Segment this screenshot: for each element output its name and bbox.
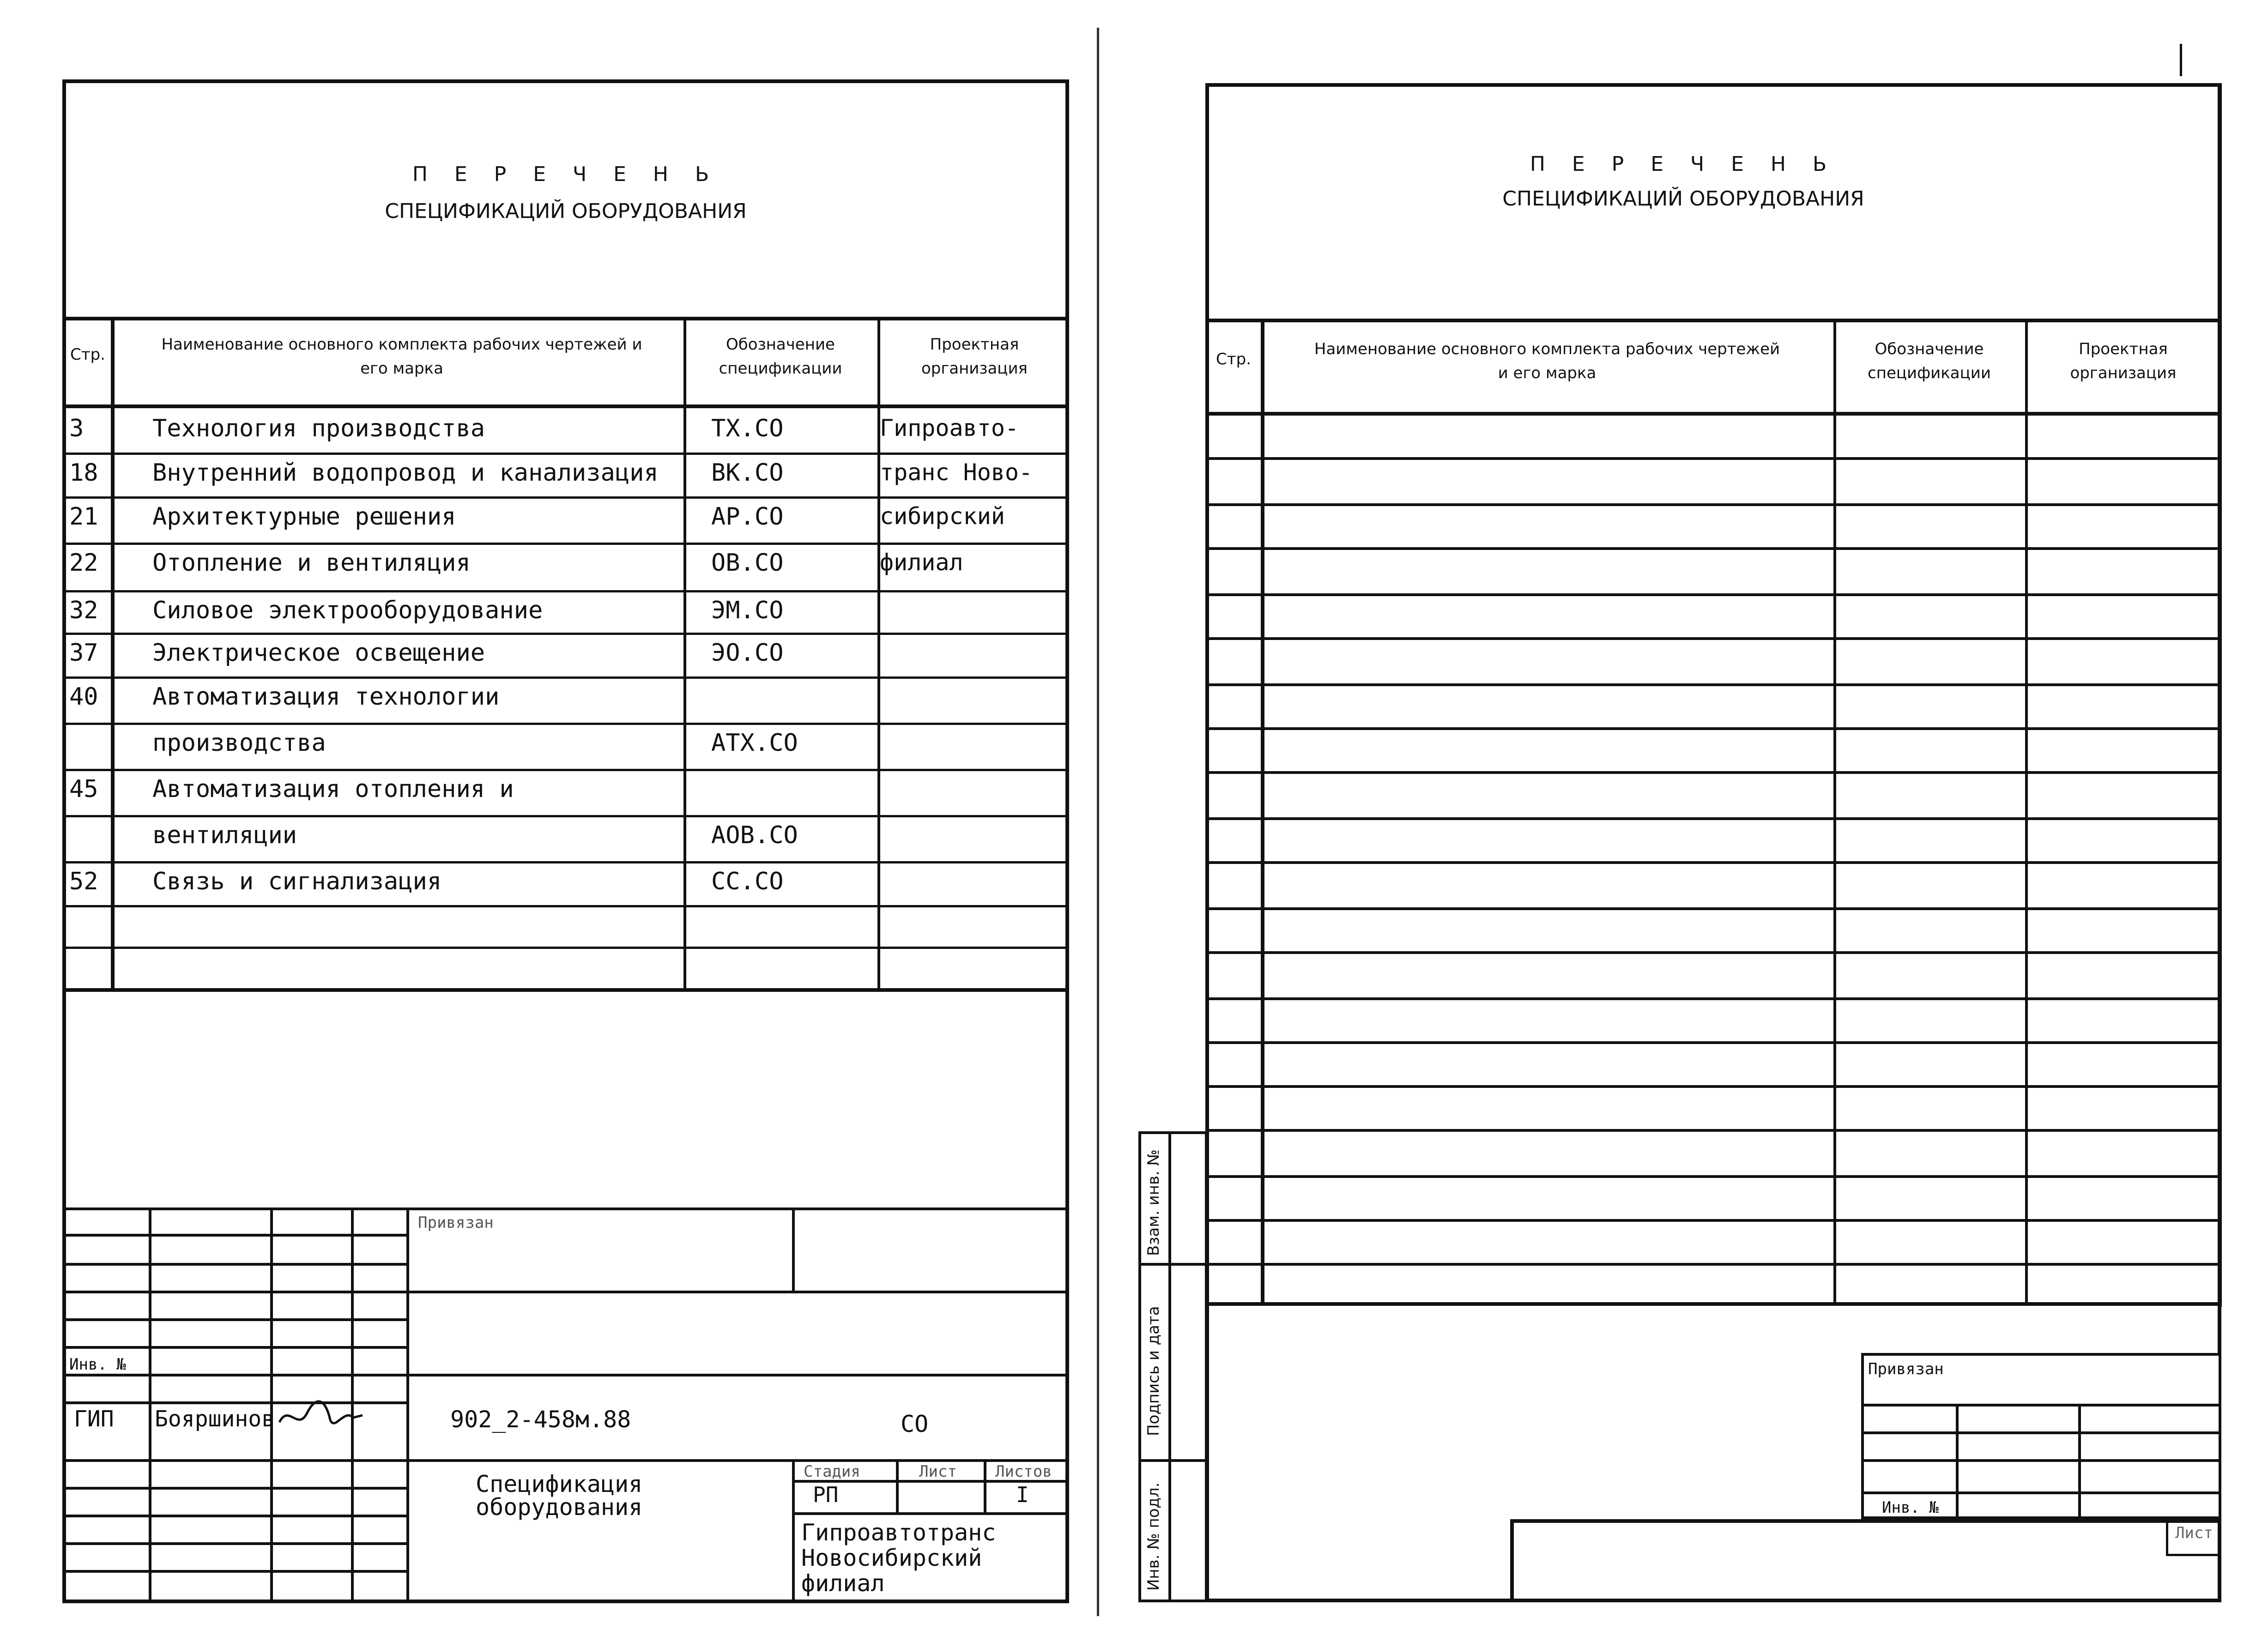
left-stamp-row-2 xyxy=(62,1263,409,1266)
right-side-strip-divider xyxy=(1168,1131,1171,1602)
left-row-code: АТХ.СО xyxy=(711,729,798,757)
right-row-divider xyxy=(1205,1219,2221,1222)
right-stamp-col-1 xyxy=(1956,1404,1959,1519)
left-row-divider xyxy=(62,905,1069,907)
left-col-divider-2 xyxy=(683,317,686,991)
left-row-code: ТХ.СО xyxy=(711,415,784,442)
right-header-page: Стр. xyxy=(1216,350,1251,368)
left-doc-title-1: Спецификация xyxy=(476,1471,643,1497)
right-row-divider xyxy=(1205,1129,2221,1132)
left-row-divider xyxy=(62,590,1069,592)
left-col-divider-1 xyxy=(111,317,115,991)
left-doc-title-2: оборудования xyxy=(476,1494,643,1521)
left-row-code: ВК.СО xyxy=(711,459,784,487)
left-org-line-2: Новосибирский xyxy=(801,1545,982,1571)
left-row-code: АР.СО xyxy=(711,503,784,531)
left-bound-label: Привязан xyxy=(418,1213,494,1232)
right-title: П Е Р Е Ч Е Н Ь xyxy=(1530,152,1837,176)
left-stamp-stage-col-2 xyxy=(984,1459,986,1512)
left-row-name: производства xyxy=(152,729,326,757)
left-row-page: 3 xyxy=(69,415,84,442)
left-row-page: 32 xyxy=(69,597,98,624)
right-stamp-col-2 xyxy=(2078,1404,2081,1519)
left-stamp-row-6 xyxy=(62,1374,1069,1376)
left-row-code: АОВ.СО xyxy=(711,821,798,849)
right-row-divider xyxy=(1205,593,2221,596)
right-row-divider xyxy=(1205,951,2221,954)
left-row-org: транс Ново- xyxy=(880,459,1033,486)
right-row-divider xyxy=(1205,1085,2221,1088)
left-stage-value: РП xyxy=(813,1482,839,1507)
right-bound-label: Привязан xyxy=(1868,1360,1944,1378)
left-row-name: Автоматизация технологии xyxy=(152,683,500,711)
top-right-tick xyxy=(2180,44,2182,76)
left-row-name: Отопление и вентиляция xyxy=(152,549,471,577)
left-doc-number: 902_2-458м.88 xyxy=(450,1406,631,1433)
left-row-page: 22 xyxy=(69,549,98,577)
left-stamp-row-9 xyxy=(62,1487,409,1490)
left-doc-code: СО xyxy=(901,1411,929,1437)
right-col-divider-3 xyxy=(2025,319,2028,1304)
left-sheet-label: Лист xyxy=(919,1462,957,1481)
left-stamp-row-8 xyxy=(62,1459,1069,1462)
right-row-divider xyxy=(1205,1175,2221,1178)
right-stamp-row-2 xyxy=(1861,1431,2221,1434)
left-row-name: Технология производства xyxy=(152,415,485,442)
left-row-name: вентиляции xyxy=(152,821,297,849)
right-row-divider xyxy=(1205,683,2221,686)
right-row-divider xyxy=(1205,1263,2221,1266)
left-gip-label: ГИП xyxy=(74,1406,114,1432)
gip-signature xyxy=(275,1394,367,1436)
left-row-divider xyxy=(62,769,1069,771)
left-subtitle: СПЕЦИФИКАЦИЙ ОБОРУДОВАНИЯ xyxy=(385,199,747,223)
right-stamp-row-1 xyxy=(1861,1404,2221,1407)
left-row-divider xyxy=(62,676,1069,679)
left-row-org: сибирский xyxy=(880,503,1005,530)
side-label-swap-inv: Взам. инв. № xyxy=(1144,1149,1163,1256)
left-stamp-row-12 xyxy=(62,1570,409,1573)
right-header-bottom xyxy=(1205,412,2221,416)
left-row-divider xyxy=(62,815,1069,817)
side-label-signature-date: Подпись и дата xyxy=(1144,1306,1163,1436)
right-outer-right xyxy=(2218,83,2222,1307)
left-row-page: 45 xyxy=(69,775,98,803)
right-row-divider xyxy=(1205,457,2221,460)
left-row-org: филиал xyxy=(880,549,963,576)
left-stamp-row-4 xyxy=(62,1318,409,1321)
left-row-page: 21 xyxy=(69,503,98,531)
right-side-strip-row-2 xyxy=(1138,1459,1208,1462)
right-stamp-row-3 xyxy=(1861,1459,2221,1462)
left-org-line-3: филиал xyxy=(801,1570,885,1597)
left-table-top xyxy=(62,317,1069,320)
right-col-divider-2 xyxy=(1833,319,1836,1304)
right-stamp-row-4 xyxy=(1861,1491,2221,1494)
left-table-bottom xyxy=(62,988,1069,992)
left-row-divider xyxy=(62,633,1069,635)
left-stamp-row-5 xyxy=(62,1346,409,1349)
right-row-divider xyxy=(1205,817,2221,820)
left-title: П Е Р Е Ч Е Н Ь xyxy=(412,163,720,186)
right-row-divider xyxy=(1205,727,2221,730)
right-sheet-label: Лист xyxy=(2175,1524,2213,1542)
left-sheets-label: Листов xyxy=(995,1462,1052,1481)
right-row-divider xyxy=(1205,1041,2221,1044)
right-row-divider xyxy=(1205,861,2221,864)
right-row-divider xyxy=(1205,637,2221,640)
left-row-name: Архитектурные решения xyxy=(152,503,456,531)
left-row-divider xyxy=(62,723,1069,725)
right-row-divider xyxy=(1205,997,2221,1000)
left-header-bottom xyxy=(62,404,1069,408)
left-inv-label: Инв. № xyxy=(69,1355,126,1374)
right-table-bottom xyxy=(1205,1302,2221,1306)
right-row-divider xyxy=(1205,547,2221,550)
left-header-organization: Проектная организация xyxy=(921,335,1028,378)
left-row-org: Гипроавто- xyxy=(880,415,1019,441)
left-row-code: ЭО.СО xyxy=(711,639,784,667)
left-stamp-row-11 xyxy=(62,1542,409,1545)
left-row-page: 37 xyxy=(69,639,98,667)
left-row-name: Связь и сигнализация xyxy=(152,868,442,895)
sheet-separator xyxy=(1097,28,1099,1616)
right-header-designation: Обозначение спецификации xyxy=(1868,340,1991,382)
left-header-page: Стр. xyxy=(70,345,105,364)
left-row-divider xyxy=(62,496,1069,499)
left-header-name: Наименование основного комплекта рабочих чертежей и его марка xyxy=(161,335,642,378)
right-header-organization: Проектная организация xyxy=(2070,340,2177,382)
left-stamp-row-10 xyxy=(62,1515,409,1517)
left-stamp-stage-col-1 xyxy=(896,1459,899,1512)
left-stamp-top xyxy=(62,1207,1069,1210)
left-row-page: 18 xyxy=(69,459,98,487)
left-row-divider xyxy=(62,947,1069,949)
right-inv-label: Инв. № xyxy=(1882,1498,1939,1517)
left-org-line-1: Гипроавтотранс xyxy=(801,1519,996,1546)
left-header-designation: Обозначение спецификации xyxy=(719,335,842,378)
left-row-page: 52 xyxy=(69,868,98,895)
left-row-name: Внутренний водопровод и канализация xyxy=(152,459,659,487)
right-row-divider xyxy=(1205,771,2221,774)
right-title-block-col xyxy=(2166,1519,2168,1556)
left-stage-label: Стадия xyxy=(804,1462,860,1481)
right-col-divider-1 xyxy=(1261,319,1264,1304)
left-row-name: Автоматизация отопления и xyxy=(152,775,514,803)
left-sheets-value: I xyxy=(1016,1482,1029,1507)
right-table-top xyxy=(1205,319,2221,322)
left-row-name: Электрическое освещение xyxy=(152,639,485,667)
right-subtitle: СПЕЦИФИКАЦИЙ ОБОРУДОВАНИЯ xyxy=(1502,187,1864,211)
left-row-divider xyxy=(62,543,1069,545)
right-row-divider xyxy=(1205,503,2221,506)
left-row-divider xyxy=(62,453,1069,455)
left-row-page: 40 xyxy=(69,683,98,711)
left-row-code: ОВ.СО xyxy=(711,549,784,577)
left-row-divider xyxy=(62,861,1069,863)
left-stamp-row-1 xyxy=(62,1234,409,1237)
left-gip-name: Бояршинов xyxy=(155,1406,275,1432)
right-side-strip-row-1 xyxy=(1138,1263,1208,1266)
right-row-divider xyxy=(1205,907,2221,910)
right-title-block xyxy=(1510,1519,2221,1602)
left-stamp-stage-row-2 xyxy=(792,1512,1069,1515)
right-header-name: Наименование основного комплекта рабочих чертежей и его марка xyxy=(1314,340,1780,382)
left-row-code: СС.СО xyxy=(711,868,784,895)
left-row-code: ЭМ.СО xyxy=(711,597,784,624)
side-label-inv-original: Инв. № подл. xyxy=(1144,1482,1163,1591)
left-stamp-row-3 xyxy=(62,1291,1069,1293)
left-row-name: Силовое электрооборудование xyxy=(152,597,543,624)
right-title-block-row xyxy=(2166,1554,2221,1556)
left-stamp-col-5 xyxy=(792,1207,795,1291)
